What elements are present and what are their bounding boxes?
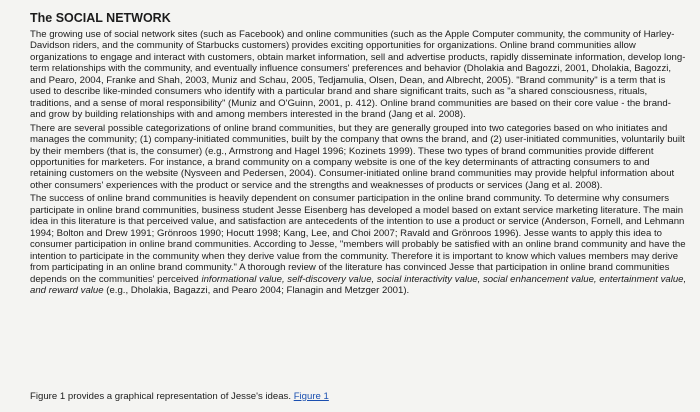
- perceived-values-list: informational value, self-discovery value, social interactivity value, social enhancement value, entertainment value, and reward value: [30, 273, 687, 296]
- figure-reference-text: Figure 1 provides a graphical representation of Jesse's ideas.: [30, 391, 294, 402]
- figure-reference-line: [30, 391, 329, 403]
- figure-1-link[interactable]: Figure 1: [293, 391, 329, 402]
- paragraph-3-end: (e.g., Dholakia, Bagazzi, and Pearo 2004; Flanagin and Metzger 2001).: [103, 284, 410, 296]
- paragraph-3-start: The success of online brand communities is heavily dependent on consumer participation in the online brand community. To determine why consumers participate in online brand communities, business student Jesse Eisenberg has developed a model based on extant service marketing literature. The main idea in this literature is that perceived value, and satisfaction are antecedents of the intention to use a product or service (Anderson, Fornell, and Lehmann 1994; Bolton and Drew 1991; Grönroos 1990; Hocutt 1998; Kang, Lee, and Choi 2007; Ravald and Grönroos 1996). Jesse wants to apply this idea to consumer participation in online brand communities. According to Jesse, "members will probably be satisfied with an online brand community and have the intention to participate in the community when they derive value from the community. Therefore it is important to know which values members may derive from participating in an online brand community." A thorough review of the literature has convinced Jesse that participation in online brand communities depends on the communities' perceived: [30, 193, 686, 285]
- paragraph-1: The growing use of social network sites (such as Facebook) and online communities (such as the Apple Computer community, the community of Harley-Davidson riders, and the community of Starbucks customers) provides exciting opportunities for organizations. Online brand communities allow organizations to engage and interact with customers, obtain market information, sell and advertise products, rapidly disseminate information, develop long-term relationships with the community, and eventually influence consumers' preferences and behavior (Dholakia and Bagozzi, 2001, Dholakia, Bagozzi, and Pearo, 2004, Franke and Shah, 2003, Muniz and Schau, 2005, Tedjamulia, Olsen, Dean, and Albrecht, 2005). "Brand community" is a term that is used to describe like-minded consumers who identify with a particular brand and share significant traits, such as "a shared consciousness, rituals, traditions, and a sense of moral responsibility" (Muniz and O'Guinn, 2001, p. 412). Online brand communities are based on their core value - the brand- and grow by building relationships with and among members interested in the brand (Jang et al. 2008).: [30, 29, 686, 121]
- page-title: The SOCIAL NETWORK: [30, 11, 171, 25]
- paragraph-3: [30, 193, 688, 296]
- paragraph-2: There are several possible categorizations of online brand communities, but they are generally grouped into two categories based on who initiates and manages the community; (1) company-initiated communities, built by the company that owns the brand, and (2) user-initiated communities, voluntarily built by their members (that is, the consumer) (e.g., Armstrong and Hagel 1996; Kozinets 1999). These two types of brand communities provide different opportunities for marketers. For instance, a brand community on a company website is one of the key determinants of attracting consumers to and retaining customers on the website (Nysveen and Pedersen, 2004). Consumer-initiated online brand communities may provide helpful information about other consumers' experiences with the product or service and the strengths and weaknesses of products or services (Jang et al. 2008).: [30, 122, 685, 191]
